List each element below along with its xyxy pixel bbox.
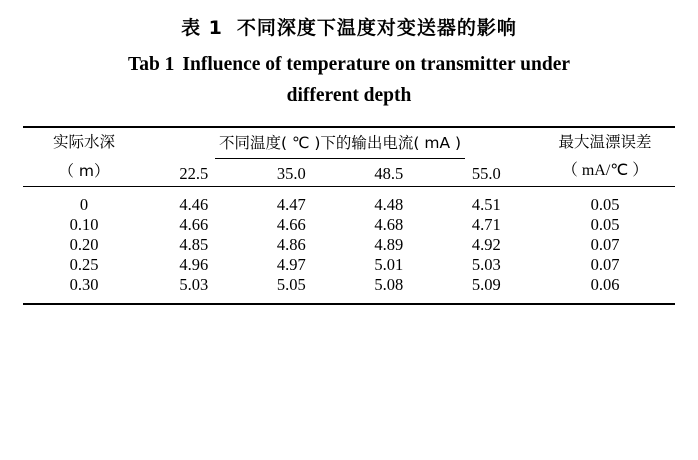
cell-current-3: 4.68 (374, 214, 404, 234)
cell-current-3: 5.08 (374, 274, 404, 294)
header-current-span-label: 不同温度( ℃ )下的输出电流( mA ) (215, 131, 465, 159)
cell-drift: 0.05 (590, 214, 620, 234)
cell-current-3: 5.01 (374, 254, 404, 274)
cell-current-2: 4.97 (276, 254, 306, 274)
table-rule-bottom (23, 304, 675, 305)
cell-current-4: 5.09 (471, 274, 501, 294)
cell-current-2: 4.86 (276, 234, 306, 254)
header-temp-2: 35.0 (276, 163, 306, 183)
cell-current-3: 4.89 (374, 234, 404, 254)
cell-current-4: 4.51 (471, 194, 501, 214)
caption-english-title-line1: Influence of temperature on transmitter under (182, 53, 571, 75)
cell-depth: 0 (79, 194, 89, 214)
caption-chinese-label: 表 1 (181, 17, 223, 39)
table-row (23, 275, 675, 295)
caption-chinese-title: 不同深度下温度对变送器的影响 (236, 17, 517, 39)
header-max-drift-line1: 最大温漂误差 (558, 132, 652, 151)
table-spacer (23, 295, 675, 304)
table-row (23, 255, 675, 275)
cell-current-2: 5.05 (276, 274, 306, 294)
header-cell-depth (23, 128, 145, 187)
caption-chinese (22, 0, 676, 43)
header-depth-line1: 实际水深 (53, 133, 116, 152)
cell-current-1: 4.96 (179, 254, 209, 274)
caption-english (22, 43, 676, 112)
header-depth-line2: （ m） (58, 161, 110, 180)
cell-current-4: 4.92 (471, 234, 501, 254)
header-max-drift-line2: （ mA/℃ ） (561, 162, 649, 180)
cell-drift: 0.07 (590, 234, 620, 254)
cell-current-4: 5.03 (471, 254, 501, 274)
cell-drift: 0.05 (590, 194, 620, 214)
cell-current-1: 4.66 (179, 214, 209, 234)
caption-english-line2: different depth (286, 85, 412, 107)
header-cell-current-span (145, 128, 535, 162)
cell-drift: 0.07 (590, 254, 620, 274)
table-header-row-primary (23, 128, 675, 162)
table-spacer (23, 187, 675, 195)
header-temp-3: 48.5 (374, 163, 404, 183)
cell-depth: 0.20 (69, 234, 99, 254)
table-row (23, 235, 675, 255)
cell-drift: 0.06 (590, 274, 620, 294)
cell-current-4: 4.71 (471, 214, 501, 234)
header-temp-1: 22.5 (179, 163, 209, 183)
caption-english-label: Tab 1 (127, 53, 175, 75)
header-temp-4: 55.0 (471, 163, 501, 183)
data-table (23, 126, 675, 305)
cell-current-1: 5.03 (179, 274, 209, 294)
table-row (23, 195, 675, 215)
cell-depth: 0.30 (69, 274, 99, 294)
cell-current-1: 4.46 (179, 194, 209, 214)
cell-current-1: 4.85 (179, 234, 209, 254)
cell-current-2: 4.47 (276, 194, 306, 214)
table-caption (22, 0, 676, 112)
cell-current-2: 4.66 (276, 214, 306, 234)
cell-depth: 0.25 (69, 254, 99, 274)
table-row (23, 215, 675, 235)
cell-current-3: 4.48 (374, 194, 404, 214)
header-cell-max-drift (535, 128, 675, 187)
cell-depth: 0.10 (69, 214, 99, 234)
caption-english-line1 (22, 49, 676, 81)
